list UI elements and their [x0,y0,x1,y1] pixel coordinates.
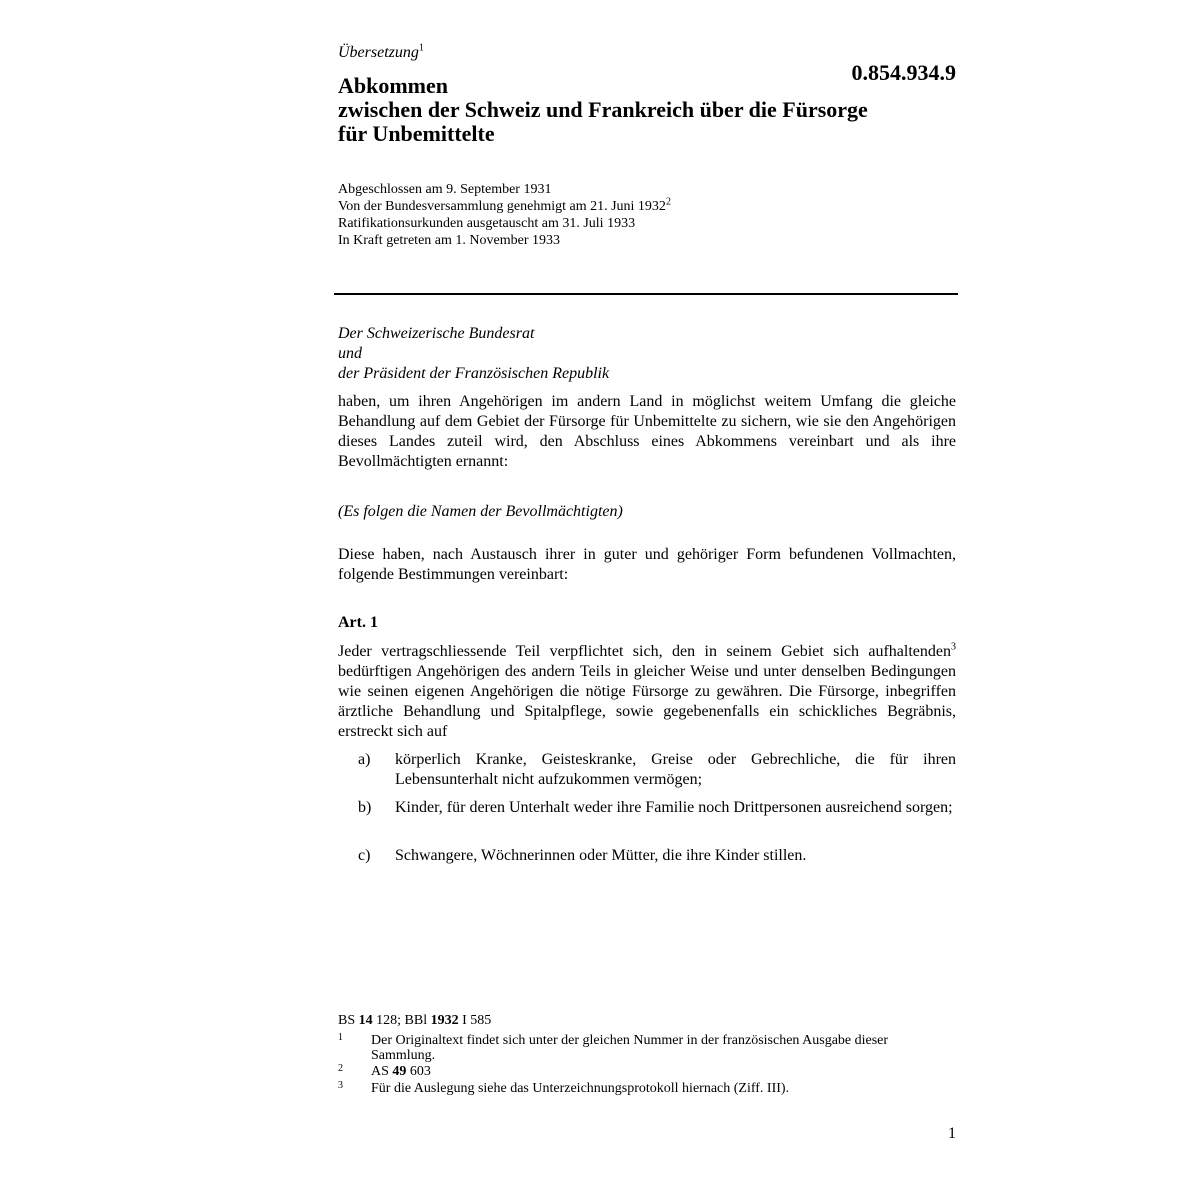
source-bs: BS [338,1013,359,1028]
source-bbl-year: 1932 [430,1013,459,1028]
concluded-date: Abgeschlossen am 9. September 1931 [338,182,552,197]
footnote-text-prefix: AS [371,1064,393,1079]
party-switzerland: Der Schweizerische Bundesrat [338,325,535,342]
source-bs-volume: 14 [358,1013,373,1028]
sr-number: 0.854.934.9 [851,60,956,85]
header-divider [334,293,958,295]
list-item-label: c) [358,847,371,864]
preamble-agreement: Diese haben, nach Austausch ihrer in guter und gehöriger Form befundenen Vollmachten, folgende Bestimmungen vereinbart: [338,546,956,583]
treaty-metadata [338,181,671,249]
approved-date-text: Von der Bundesversammlung genehmigt am 21. Juni 1932 [338,199,666,214]
footnote-number: 3 [338,1080,343,1091]
ratified-date: Ratifikationsurkunden ausgetauscht am 31. Juli 1933 [338,216,636,231]
list-item-text: körperlich Kranke, Geisteskranke, Greise oder Gebrechliche, die für ihren Lebensunterhalt nicht aufzukommen vermögen; [395,751,956,788]
source-bs-page: 128; BBl [372,1013,431,1028]
preamble-plenipotentiaries: (Es folgen die Namen der Bevollmächtigten) [338,503,623,520]
footnote-ref-2[interactable]: 2 [665,196,671,208]
list-item-label: a) [358,751,371,768]
footnote-text-bold: 49 [392,1064,407,1079]
approved-date [338,198,671,215]
footnote-ref-1[interactable]: 1 [418,42,424,54]
translation-label [338,44,424,62]
footnote-text-suffix: 603 [406,1064,431,1079]
article-1-text-part2: bedürftigen Angehörigen des andern Teils in gleicher Weise und unter denselben Bedingungen wie seinen eigenen Angehörigen die nötige Fürsorge zu gewähren. Die Fürsorge, inbegriffen ärztliche Behandlung und Spitalpflege, sowie gegebenenfalls ein schickliches Begräbnis, erstreckt sich auf [338,663,956,740]
footnote-text: Für die Auslegung siehe das Unterzeichnungsprotokoll hiernach (Ziff. III). [371,1081,790,1096]
in-force-date: In Kraft getreten am 1. November 1933 [338,233,560,248]
footnote-text [371,1064,938,1079]
party-conjunction: und [338,345,362,362]
footnote-ref-3[interactable]: 3 [951,641,956,653]
page-number: 1 [948,1125,956,1142]
title-line-2: zwischen der Schweiz und Frankreich über die Fürsorge [338,97,868,122]
list-item-label: b) [358,799,372,816]
source-citation [338,1012,491,1029]
translation-label-text: Übersetzung [338,44,419,61]
footnote-text: Der Originaltext findet sich unter der gleichen Nummer in der französischen Ausgabe dieser Sammlung. [371,1033,889,1063]
article-1-heading: Art. 1 [338,614,378,631]
title-line-3: für Unbemittelte [338,121,495,146]
document-title [338,74,958,146]
preamble-purpose: haben, um ihren Angehörigen im andern Land in möglichst weitem Umfang die gleiche Behandlung auf dem Gebiet der Fürsorge für Unbemittelte zu sichern, wie sie den Angehörigen dieses Landes zuteil wird, den Abschluss eines Abkommens vereinbart und als ihre Bevollmächtigten ernannt: [338,393,956,470]
footnote-number: 2 [338,1063,343,1074]
footnote-number: 1 [338,1032,343,1043]
article-1-text [338,642,956,742]
contracting-parties [338,324,609,384]
list-item-text: Kinder, für deren Unterhalt weder ihre Familie noch Drittpersonen ausreichend sorgen; [395,799,953,816]
title-line-1: Abkommen [338,73,449,98]
article-1-text-part1: Jeder vertragschliessende Teil verpflichtet sich, den in seinem Gebiet sich aufhaltenden [338,643,951,660]
list-item-text: Schwangere, Wöchnerinnen oder Mütter, die ihre Kinder stillen. [395,847,807,864]
party-france: der Präsident der Französischen Republik [338,365,610,382]
source-bbl-page: I 585 [458,1013,492,1028]
